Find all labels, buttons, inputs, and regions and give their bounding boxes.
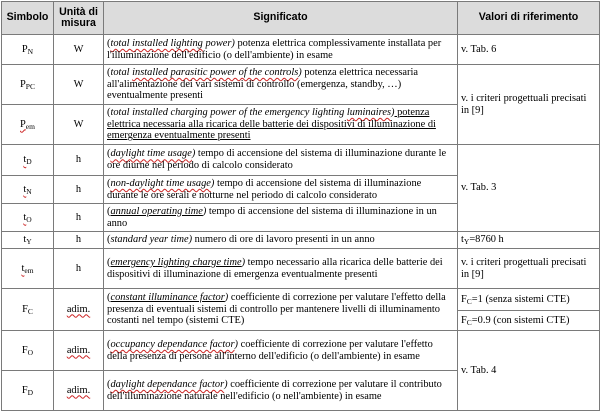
meaning-cell: (total installed charging power of the emergency lighting luminaires) potenza elettrica necessaria alla ricarica delle batterie dei dispositivi di illuminazione di emergenza eventualmente presenti	[104, 105, 458, 145]
table-row	[2, 249, 600, 289]
header-meaning: Significato	[104, 2, 458, 35]
meaning-cell: (constant illuminance factor) coefficiente di correzione per valutare l'effetto della presenza di eventuali sistemi di controllo per mantenere livelli di illuminamento costanti nel tempo (sistemi CTE)	[104, 289, 458, 331]
unit-cell: h	[54, 232, 104, 249]
symbol-cell: $t_Y$	[2, 232, 54, 249]
header-symbol: Simbolo	[2, 2, 54, 35]
unit-cell: adim.	[54, 289, 104, 331]
meaning-cell: (daylight dependance factor) coefficiente di correzione per valutare il contributo dell'illuminazione naturale nell'edificio (o nell'ambiente) in esame	[104, 371, 458, 411]
symbol-cell: $P_{em}$	[2, 105, 54, 145]
table-row	[2, 145, 600, 176]
unit-cell: h	[54, 145, 104, 176]
symbol-cell: $F_C$	[2, 289, 54, 331]
symbol-cell: $t_D$	[2, 145, 54, 176]
header-unit: Unità di misura	[54, 2, 104, 35]
symbol-cell: $t_O$	[2, 204, 54, 232]
reference-cell: v. i criteri progettuali precisati in [9]	[458, 65, 600, 145]
header-reference: Valori di riferimento	[458, 2, 600, 35]
reference-cell: v. Tab. 3	[458, 145, 600, 232]
meaning-cell: (total installed parasitic power of the controls) potenza elettrica necessaria all'alimentazione dei vari sistemi di controllo (emergenza, standby, …) eventualmente presenti	[104, 65, 458, 105]
unit-cell: W	[54, 35, 104, 65]
table-row	[2, 35, 600, 65]
unit-cell: h	[54, 176, 104, 204]
unit-cell: W	[54, 65, 104, 105]
meaning-cell: (annual operating time) tempo di accensione del sistema di illuminazione in un anno	[104, 204, 458, 232]
unit-cell: adim.	[54, 331, 104, 371]
symbol-cell: $P_{PC}$	[2, 65, 54, 105]
meaning-cell: (non-daylight time usage) tempo di accensione del sistema di illuminazione durante le ore serali e notturne nel periodo di calcolo considerato	[104, 176, 458, 204]
symbol-cell: $F_O$	[2, 331, 54, 371]
reference-table	[1, 1, 600, 411]
meaning-cell: (emergency lighting charge time) tempo necessario alla ricarica delle batterie dei dispositivi di illuminazione di emergenza eventualmente presenti	[104, 249, 458, 289]
header-row	[2, 2, 600, 35]
meaning-cell: (standard year time) numero di ore di lavoro presenti in un anno	[104, 232, 458, 249]
unit-cell: h	[54, 249, 104, 289]
table-row	[2, 331, 600, 371]
symbol-cell: $F_D$	[2, 371, 54, 411]
meaning-cell: (daylight time usage) tempo di accensione del sistema di illuminazione durante le ore diurne nel periodo di calcolo considerato	[104, 145, 458, 176]
meaning-cell: (total installed lighting power) potenza elettrica complessivamente installata per l'illuminazione dell'edificio (o dell'ambiente) in esame	[104, 35, 458, 65]
table-row	[2, 289, 600, 311]
reference-cell: v. Tab. 6	[458, 35, 600, 65]
unit-cell: W	[54, 105, 104, 145]
reference-cell: $F_C=1$ (senza sistemi CTE)	[458, 289, 600, 311]
reference-cell: v. i criteri progettuali precisati in [9]	[458, 249, 600, 289]
symbol-cell: $P_N$	[2, 35, 54, 65]
reference-cell: $F_C=0.9$ (con sistemi CTE)	[458, 311, 600, 331]
unit-cell: h	[54, 204, 104, 232]
table-row	[2, 65, 600, 105]
unit-cell: adim.	[54, 371, 104, 411]
reference-cell: $t_Y=8760$ h	[458, 232, 600, 249]
meaning-cell: (occupancy dependance factor) coefficiente di correzione per valutare l'effetto della presenza di persone all'interno dell'edificio (o dell'ambiente) in esame	[104, 331, 458, 371]
table-row	[2, 232, 600, 249]
reference-cell: v. Tab. 4	[458, 331, 600, 411]
symbol-cell: $t_{em}$	[2, 249, 54, 289]
symbol-cell: $t_N$	[2, 176, 54, 204]
